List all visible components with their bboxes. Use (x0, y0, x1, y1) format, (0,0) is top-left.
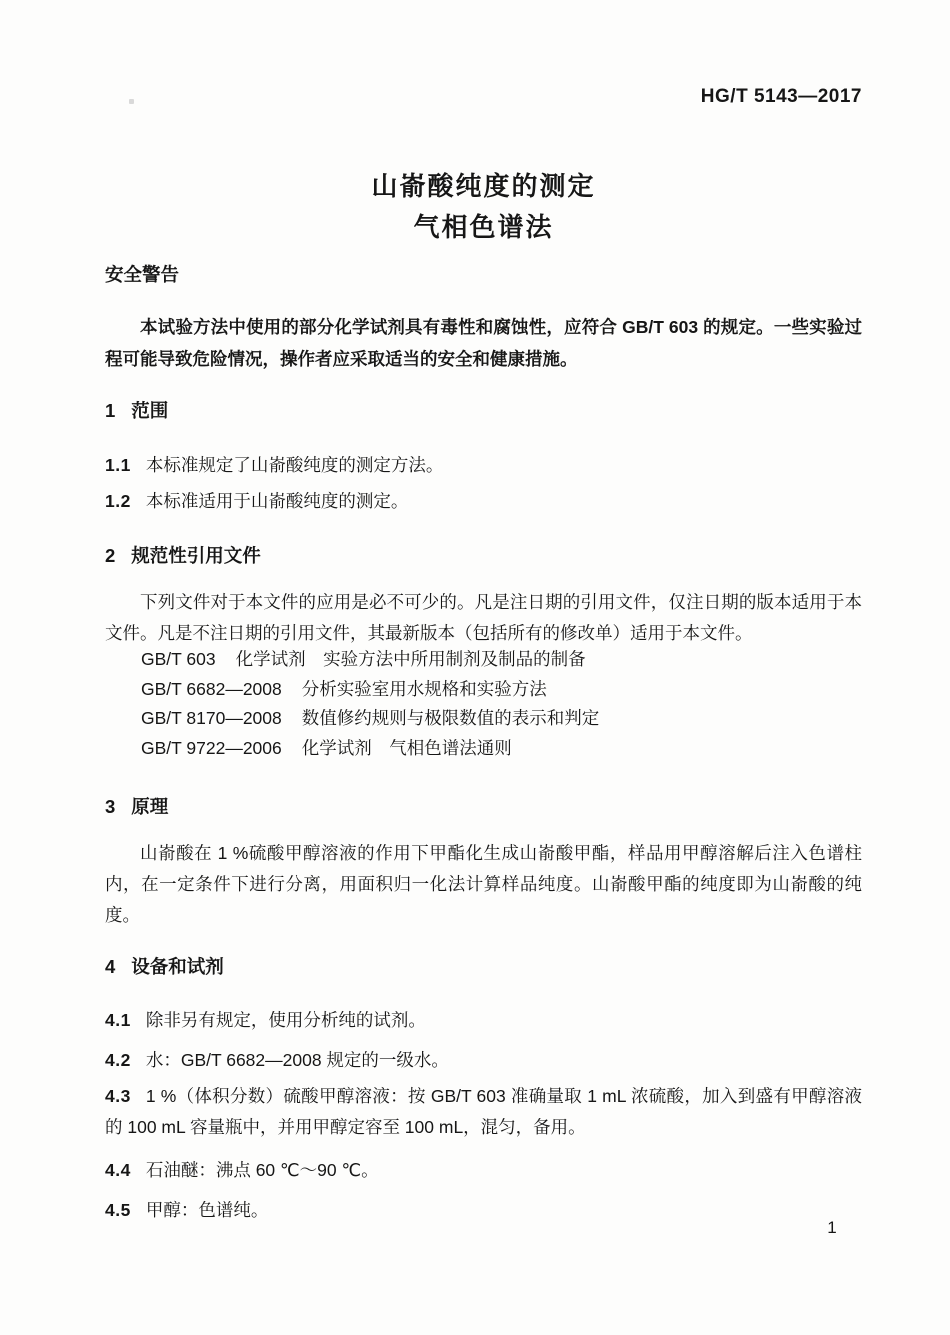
page-number: 1 (827, 1218, 837, 1237)
clause-4-2 (105, 1045, 862, 1076)
clause-4-2-number: 4.2 (105, 1050, 131, 1070)
reference-title: 化学试剂 气相色谱法通则 (301, 737, 512, 758)
reference-list (105, 645, 862, 763)
clause-1-2-number: 1.2 (105, 491, 131, 511)
reference-title: 数值修约规则与极限数值的表示和判定 (301, 708, 600, 729)
clause-4-5-text: 甲醇：色谱纯。 (145, 1200, 269, 1220)
clause-1-1 (105, 450, 862, 481)
section-3-title: 原理 (131, 796, 169, 817)
reference-code: GB/T 8170—2008 (141, 708, 282, 729)
section-2-heading (105, 542, 862, 568)
section-4-title: 设备和试剂 (131, 956, 224, 977)
section-4-heading (105, 953, 862, 979)
safety-warning-heading: 安全警告 (105, 264, 180, 285)
reference-title: 化学试剂 实验方法中所用制剂及制品的制备 (235, 649, 586, 669)
reference-code: GB/T 6682—2008 (141, 678, 282, 699)
document-title-line1: 山嵛酸纯度的测定 (371, 171, 596, 201)
reference-code: GB/T 603 (141, 649, 216, 669)
clause-4-5 (105, 1195, 862, 1226)
section-2-intro: 下列文件对于本文件的应用是必不可少的。凡是注日期的引用文件，仅注日期的版本适用于本文件。凡是不注日期的引用文件，其最新版本（包括所有的修改单）适用于本文件。 (105, 592, 862, 643)
section-4-number: 4 (105, 956, 116, 977)
section-1-number: 1 (105, 400, 116, 421)
clause-1-2-text: 本标准适用于山嵛酸纯度的测定。 (145, 491, 409, 511)
standard-code: HG/T 5143—2017 (700, 86, 862, 107)
clause-4-1-text: 除非另有规定，使用分析纯的试剂。 (145, 1010, 426, 1030)
section-2-title: 规范性引用文件 (131, 545, 261, 566)
reference-code: GB/T 9722—2006 (141, 737, 282, 758)
document-title-line2: 气相色谱法 (413, 212, 554, 242)
section-1-title: 范围 (131, 400, 169, 421)
section-3-text: 山嵛酸在 1 %硫酸甲醇溶液的作用下甲酯化生成山嵛酸甲酯，样品用甲醇溶解后注入色谱柱内，在一定条件下进行分离，用面积归一化法计算样品纯度。山嵛酸甲酯的纯度即为山嵛酸的纯度。 (105, 843, 862, 925)
clause-1-2 (105, 486, 862, 517)
clause-4-1 (105, 1005, 862, 1036)
clause-4-3 (105, 1081, 862, 1143)
clause-4-3-number: 4.3 (105, 1086, 131, 1106)
reference-item (105, 645, 862, 675)
section-1-heading (105, 397, 862, 423)
clause-1-1-number: 1.1 (105, 455, 131, 475)
reference-item (105, 734, 862, 764)
clause-4-4-text: 石油醚：沸点 60 ℃～90 ℃。 (145, 1160, 379, 1180)
reference-item (105, 675, 862, 705)
clause-4-2-text: 水：GB/T 6682—2008 规定的一级水。 (145, 1050, 449, 1070)
reference-item (105, 704, 862, 734)
scan-artifact (129, 99, 134, 104)
reference-title: 分析实验室用水规格和实验方法 (301, 678, 547, 699)
clause-4-1-number: 4.1 (105, 1010, 131, 1030)
clause-1-1-text: 本标准规定了山嵛酸纯度的测定方法。 (145, 455, 444, 475)
section-3-heading (105, 793, 862, 819)
clause-4-4-number: 4.4 (105, 1160, 131, 1180)
safety-warning-text: 本试验方法中使用的部分化学试剂具有毒性和腐蚀性，应符合 GB/T 603 的规定。一些实验过程可能导致危险情况，操作者应采取适当的安全和健康措施。 (105, 317, 862, 369)
clause-4-4 (105, 1155, 862, 1186)
clause-4-3-text: 1 %（体积分数）硫酸甲醇溶液：按 GB/T 603 准确量取 1 mL 浓硫酸，加入到盛有甲醇溶液的 100 mL 容量瓶中，并用甲醇定容至 100 mL，混匀，备用。 (105, 1086, 862, 1137)
section-3-number: 3 (105, 796, 116, 817)
section-2-number: 2 (105, 545, 116, 566)
clause-4-5-number: 4.5 (105, 1200, 131, 1220)
